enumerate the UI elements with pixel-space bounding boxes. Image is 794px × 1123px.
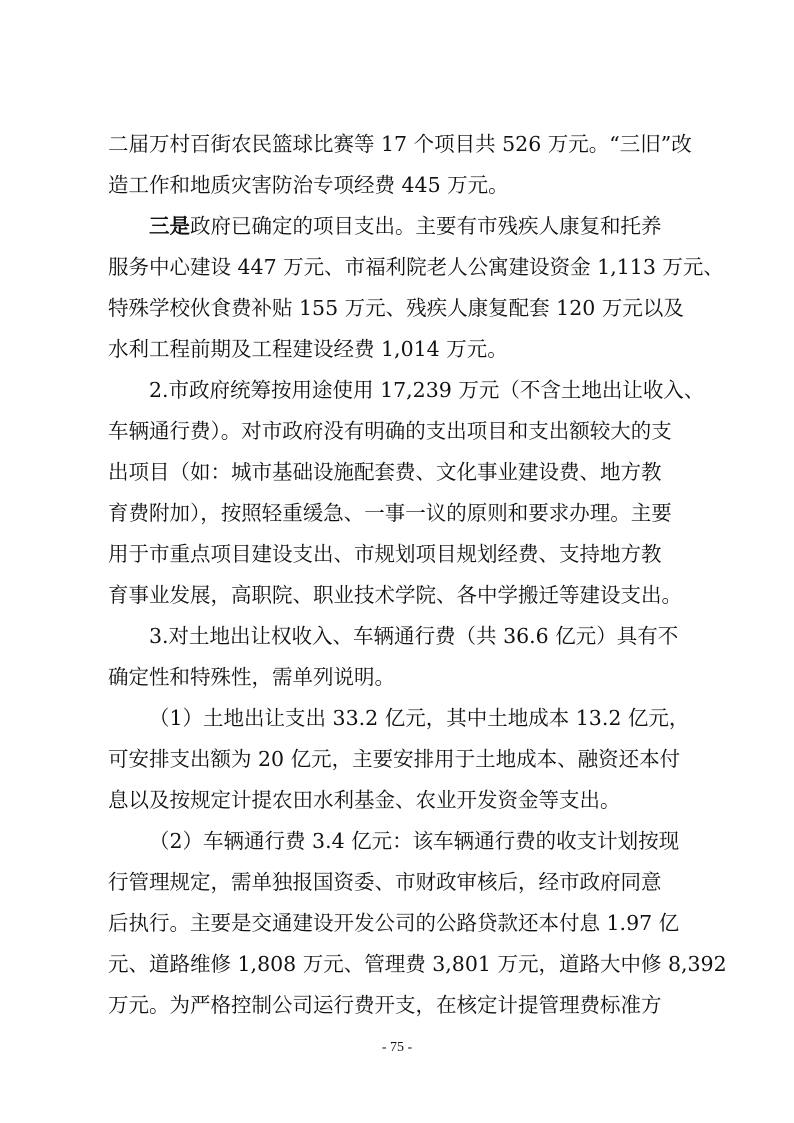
text-line: 育事业发展，高职院、职业技术学院、各中学搬迁等建设支出。 <box>108 583 682 607</box>
text-line: 息以及按规定计提农田水利基金、农业开发资金等支出。 <box>108 788 621 812</box>
text-line: 可安排支出额为 20 亿元，主要安排用于土地成本、融资还本付 <box>108 747 681 771</box>
text-line: 后执行。主要是交通建设开发公司的公路贷款还本付息 1.97 亿 <box>108 911 680 935</box>
text-line: 万元。为严格控制公司运行费开支，在核定计提管理费标准方 <box>108 993 662 1017</box>
text-line: 服务中心建设 447 万元、市福利院老人公寓建设资金 1,113 万元、 <box>108 255 724 279</box>
text-line: 特殊学校伙食费补贴 155 万元、残疾人康复配套 120 万元以及 <box>108 296 684 320</box>
text-line: 车辆通行费）。对市政府没有明确的支出项目和支出额较大的支 <box>108 419 672 443</box>
text-line: 元、道路维修 1,808 万元、管理费 3,801 万元，道路大中修 8,392 <box>108 952 727 976</box>
text-line-rest: 政府已确定的项目支出。主要有市残疾人康复和托养 <box>190 214 662 238</box>
text-line: 二届万村百街农民篮球比赛等 17 个项目共 526 万元。“三旧”改 <box>108 132 692 156</box>
text-line: 2.市政府统筹按用途使用 17,239 万元（不含土地出让收入、 <box>149 378 705 402</box>
body-text <box>108 124 727 1026</box>
bold-lead: 三是 <box>149 214 190 238</box>
text-line: 行管理规定，需单独报国资委、市财政审核后，经市政府同意 <box>108 870 662 894</box>
text-line: 确定性和特殊性，需单列说明。 <box>108 665 395 689</box>
text-line: 造工作和地质灾害防治专项经费 445 万元。 <box>108 173 509 197</box>
text-line <box>108 206 688 247</box>
text-line: （1）土地出让支出 33.2 亿元，其中土地成本 13.2 亿元， <box>149 706 690 730</box>
page-number: - 75 - <box>381 1040 413 1055</box>
text-line: 育费附加），按照轻重缓急、一事一议的原则和要求办理。主要 <box>108 501 672 525</box>
text-line: 用于市重点项目建设支出、市规划项目规划经费、支持地方教 <box>108 542 662 566</box>
text-line: 出项目（如：城市基础设施配套费、文化事业建设费、地方教 <box>108 460 662 484</box>
text-line: 3.对土地出让权收入、车辆通行费（共 36.6 亿元）具有不 <box>149 624 679 648</box>
text-line: （2）车辆通行费 3.4 亿元：该车辆通行费的收支计划按现 <box>149 829 680 853</box>
text-line: 水利工程前期及工程建设经费 1,014 万元。 <box>108 337 508 361</box>
